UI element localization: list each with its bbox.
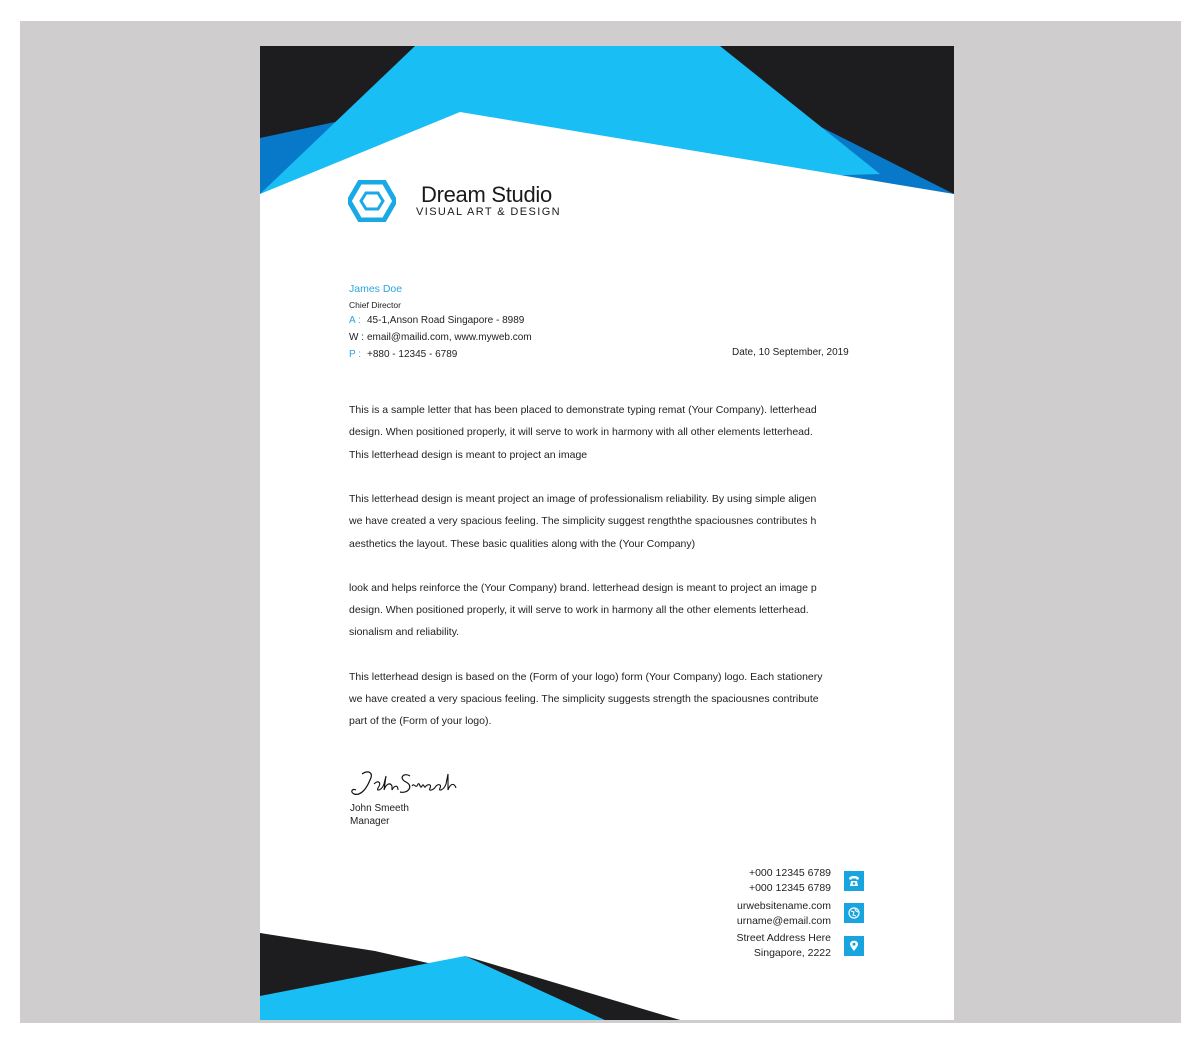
body-line: aesthetics the layout. These basic qualities along with the (Your Company) bbox=[349, 538, 696, 550]
body-line: This letterhead design is based on the (Form of your logo) form (Your Company) logo. Each stationery bbox=[349, 671, 823, 683]
body-line: we have created a very spacious feeling. The simplicity suggest rengththe spaciousnes contributes h bbox=[349, 515, 817, 527]
footer-phone-1: +000 12345 6789 bbox=[748, 867, 831, 879]
sender-phone bbox=[349, 349, 457, 360]
letterhead-sheet bbox=[260, 46, 954, 1020]
body-line: design. When positioned properly, it will serve to work in harmony all the other elements letterhead. bbox=[349, 604, 809, 616]
body-line: we have created a very spacious feeling. The simplicity suggests strength the spaciousnes contribute bbox=[349, 693, 819, 705]
body-line: look and helps reinforce the (Your Company) brand. letterhead design is meant to project an image p bbox=[349, 582, 817, 594]
address-value: 45-1,Anson Road Singapore - 8989 bbox=[367, 315, 525, 326]
brand-name: Dream Studio bbox=[421, 182, 552, 207]
sender-name: James Doe bbox=[349, 283, 403, 295]
body-line: part of the (Form of your logo). bbox=[349, 715, 492, 727]
body-line: sionalism and reliability. bbox=[349, 626, 460, 638]
phone-icon bbox=[844, 871, 864, 891]
handwritten-signature bbox=[348, 766, 468, 802]
body-line: design. When positioned properly, it will serve to work in harmony with all other elements letterhead. bbox=[349, 426, 813, 438]
location-pin-icon bbox=[844, 936, 864, 956]
address-label: A : bbox=[349, 315, 361, 326]
sender-address bbox=[349, 315, 524, 326]
body-line: This letterhead design is meant project an image of professionalism reliability. By using simple aligen bbox=[349, 493, 817, 505]
sender-title: Chief Director bbox=[349, 300, 401, 310]
footer-street: Street Address Here bbox=[736, 932, 831, 944]
body-line: This letterhead design is meant to project an image bbox=[349, 449, 588, 461]
signatory-name: John Smeeth bbox=[350, 803, 409, 814]
footer-city: Singapore, 2222 bbox=[753, 947, 831, 959]
brand-tagline: VISUAL ART & DESIGN bbox=[416, 206, 561, 218]
web-label: W : bbox=[349, 332, 364, 343]
web-value: email@mailid.com, www.myweb.com bbox=[367, 332, 532, 343]
footer-email: urname@email.com bbox=[736, 915, 831, 927]
signatory-role: Manager bbox=[350, 816, 390, 827]
footer-phone-2: +000 12345 6789 bbox=[748, 882, 831, 894]
phone-value: +880 - 12345 - 6789 bbox=[367, 349, 458, 360]
body-line: This is a sample letter that has been placed to demonstrate typing remat (Your Company). letterhead bbox=[349, 404, 817, 416]
sender-web bbox=[349, 332, 532, 343]
phone-label: P : bbox=[349, 349, 362, 360]
letter-date: Date, 10 September, 2019 bbox=[732, 347, 849, 358]
globe-icon bbox=[844, 903, 864, 923]
hexagon-logo-icon bbox=[348, 180, 396, 222]
footer-website: urwebsitename.com bbox=[737, 900, 831, 912]
